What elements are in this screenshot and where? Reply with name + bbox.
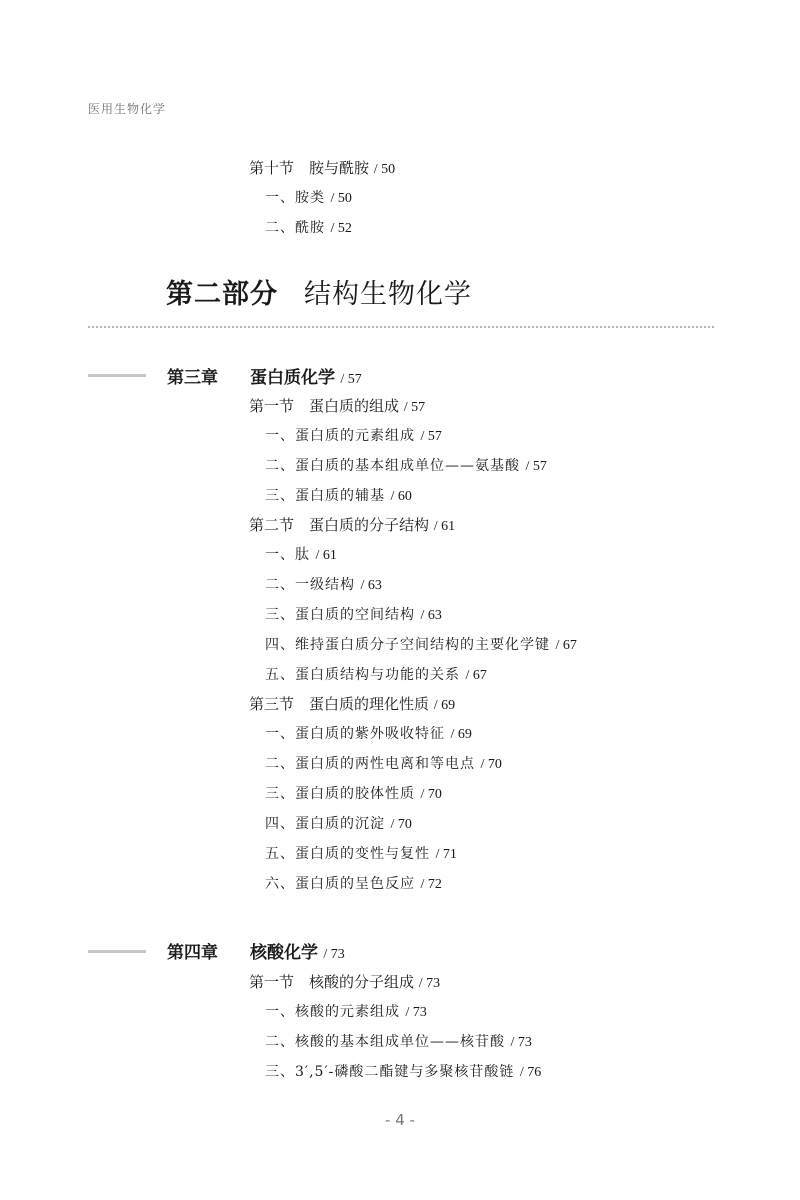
toc-item — [265, 455, 547, 475]
chapter-label: 第四章 — [167, 943, 218, 963]
toc-item — [265, 485, 412, 505]
page-ref: / 71 — [435, 847, 457, 862]
entry-title: 二、酰胺 — [265, 220, 325, 236]
entry-title: 四、蛋白质的沉淀 — [265, 816, 385, 832]
part-label: 第二部分 — [166, 279, 278, 310]
page-ref: / 73 — [510, 1035, 532, 1050]
entry-title: 第一节 核酸的分子组成 — [249, 973, 415, 991]
page-ref: / 70 — [390, 817, 412, 832]
toc-item — [265, 813, 412, 833]
toc-item — [265, 783, 442, 803]
running-header: 医用生物化学 — [88, 102, 167, 116]
chapter-title: 蛋白质化学 — [250, 368, 335, 388]
toc-item — [265, 723, 472, 743]
page-ref: / 61 — [433, 519, 456, 534]
entry-title: 第二节 蛋白质的分子结构 — [249, 516, 430, 534]
toc-section — [249, 157, 395, 178]
page-ref: / 70 — [480, 757, 502, 772]
toc-chapter — [167, 363, 362, 388]
dotted-divider — [88, 326, 714, 328]
toc-item — [265, 873, 442, 893]
page-ref: / 63 — [420, 608, 442, 623]
chapter-marker-bar — [88, 950, 146, 953]
page-ref: / 57 — [340, 372, 362, 387]
toc-item — [265, 544, 337, 564]
entry-title: 二、核酸的基本组成单位——核苷酸 — [265, 1034, 505, 1050]
page-ref: / 73 — [405, 1005, 427, 1020]
entry-title: 一、核酸的元素组成 — [265, 1004, 400, 1020]
toc-section — [249, 971, 440, 992]
page-ref: / 70 — [420, 787, 442, 802]
chapter-title: 核酸化学 — [250, 943, 318, 963]
toc-item — [265, 604, 442, 624]
entry-title: 三、蛋白质的空间结构 — [265, 607, 415, 623]
page-ref: / 50 — [330, 191, 352, 206]
part-name: 结构生物化学 — [304, 279, 472, 310]
entry-title: 第一节 蛋白质的组成 — [249, 397, 400, 415]
page-ref: / 67 — [555, 638, 577, 653]
entry-title: 三、蛋白质的胶体性质 — [265, 786, 415, 802]
entry-title: 第十节 胺与酰胺 — [249, 159, 370, 177]
page-ref: / 57 — [525, 459, 547, 474]
toc-item — [265, 217, 352, 237]
toc-item — [265, 1031, 532, 1051]
page-ref: / 72 — [420, 877, 442, 892]
page-ref: / 76 — [519, 1065, 542, 1080]
entry-title: 一、蛋白质的紫外吸收特征 — [265, 726, 445, 742]
page-ref: / 50 — [373, 162, 396, 177]
page-ref: / 61 — [315, 548, 337, 563]
entry-title: 四、维持蛋白质分子空间结构的主要化学键 — [265, 637, 550, 653]
toc-section — [249, 693, 455, 714]
page-ref: / 57 — [420, 429, 442, 444]
chapter-marker-bar — [88, 374, 146, 377]
page-ref: / 60 — [390, 489, 412, 504]
toc-item — [265, 843, 457, 863]
toc-item — [265, 753, 502, 773]
page-ref: / 69 — [433, 698, 456, 713]
toc-item — [265, 1061, 541, 1081]
toc-section — [249, 514, 455, 535]
page-ref: / 69 — [450, 727, 472, 742]
chapter-label: 第三章 — [167, 368, 218, 388]
entry-title: 一、肽 — [265, 547, 310, 563]
page-ref: / 52 — [330, 221, 352, 236]
toc-item — [265, 425, 442, 445]
page-ref: / 57 — [403, 400, 426, 415]
entry-title: 第三节 蛋白质的理化性质 — [249, 695, 430, 713]
entry-title: 二、一级结构 — [265, 577, 355, 593]
entry-title: 三、蛋白质的辅基 — [265, 488, 385, 504]
toc-item — [265, 634, 577, 654]
toc-item — [265, 187, 352, 207]
entry-title: 三、3′,5′-磷酸二酯键与多聚核苷酸链 — [265, 1064, 515, 1080]
entry-title: 二、蛋白质的两性电离和等电点 — [265, 756, 475, 772]
part-title — [166, 272, 472, 311]
entry-title: 一、蛋白质的元素组成 — [265, 428, 415, 444]
toc-section — [249, 395, 425, 416]
toc-item — [265, 1001, 427, 1021]
page-number: - 4 - — [385, 1111, 415, 1129]
entry-title: 五、蛋白质结构与功能的关系 — [265, 667, 460, 683]
toc-chapter — [167, 938, 345, 963]
entry-title: 一、胺类 — [265, 190, 325, 206]
page-ref: / 63 — [360, 578, 382, 593]
page-ref: / 73 — [323, 947, 345, 962]
entry-title: 二、蛋白质的基本组成单位——氨基酸 — [265, 458, 520, 474]
page-ref: / 67 — [465, 668, 487, 683]
page-ref: / 73 — [418, 976, 441, 991]
entry-title: 五、蛋白质的变性与复性 — [265, 846, 430, 862]
entry-title: 六、蛋白质的呈色反应 — [265, 876, 415, 892]
toc-item — [265, 664, 487, 684]
toc-item — [265, 574, 382, 594]
